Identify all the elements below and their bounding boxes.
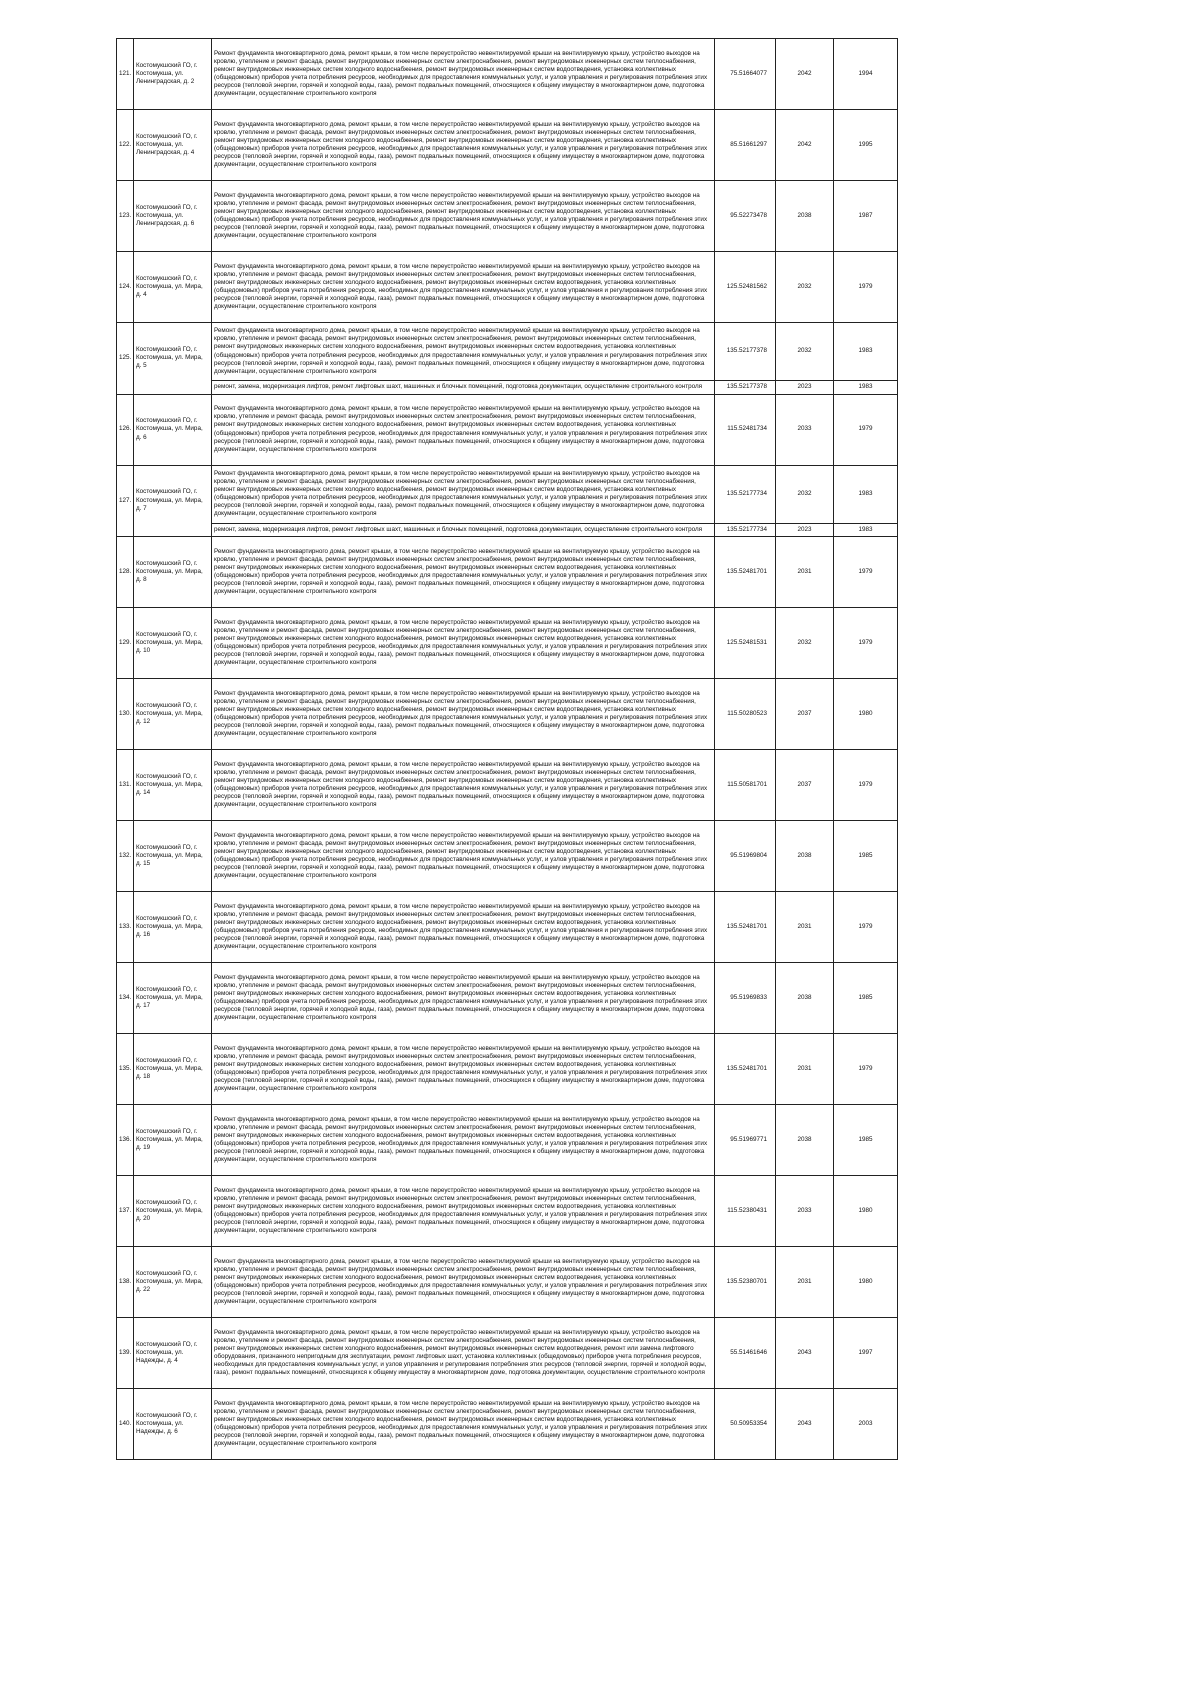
table-row <box>117 181 898 252</box>
row-number: 122. <box>117 110 134 181</box>
built-year-cell: 1979 <box>834 252 898 323</box>
works-cell: Ремонт фундамента многоквартирного дома, ремонт крыши, в том числе переустройство невентилируемой крыши на вентилируемую крышу, устройство выходов на кровлю, утепление и ремонт фасада, ремонт внутридомовых инженерных систем электроснабжения, ремонт внутридомовых инженерных систем теплоснабжения, ремонт внутридомовых инженерных систем холодного водоснабжения, ремонт внутридомовых инженерных систем водоотведения, установка коллективных (общедомовых) приборов учета потребления ресурсов, необходимых для предоставления коммунальных услуг, и узлов управления и регулирования потребления этих ресурсов (тепловой энергии, горячей и холодной воды, газа), ремонт подвальных помещений, относящихся к общему имуществу в многоквартирном доме, подготовка документации, осуществление строительного контроля <box>212 39 715 110</box>
row-number: 138. <box>117 1247 134 1318</box>
cost-cell: 115.50280523 <box>715 679 776 750</box>
row-number: 134. <box>117 963 134 1034</box>
built-year-cell: 1985 <box>834 1105 898 1176</box>
works-cell: Ремонт фундамента многоквартирного дома, ремонт крыши, в том числе переустройство невентилируемой крыши на вентилируемую крышу, устройство выходов на кровлю, утепление и ремонт фасада, ремонт внутридомовых инженерных систем электроснабжения, ремонт внутридомовых инженерных систем теплоснабжения, ремонт внутридомовых инженерных систем холодного водоснабжения, ремонт внутридомовых инженерных систем водоотведения, ремонт или замена лифтового оборудования, признанного непригодным для эксплуатации, ремонт лифтовых шахт, установка коллективных (общедомовых) приборов учета потребления ресурсов, необходимых для предоставления коммунальных услуг, и узлов управления и регулирования потребления этих ресурсов (тепловой энергии, горячей и холодной воды, газа), ремонт подвальных помещений, относящихся к общему имуществу в многоквартирном доме, подготовка документации, осуществление строительного контроля <box>212 1318 715 1389</box>
built-year-cell: 1997 <box>834 1318 898 1389</box>
built-year-cell: 1983 <box>834 381 898 395</box>
year-cell: 2032 <box>776 465 834 523</box>
works-cell: Ремонт фундамента многоквартирного дома, ремонт крыши, в том числе переустройство невентилируемой крыши на вентилируемую крышу, устройство выходов на кровлю, утепление и ремонт фасада, ремонт внутридомовых инженерных систем электроснабжения, ремонт внутридомовых инженерных систем теплоснабжения, ремонт внутридомовых инженерных систем холодного водоснабжения, ремонт внутридомовых инженерных систем водоотведения, установка коллективных (общедомовых) приборов учета потребления ресурсов, необходимых для предоставления коммунальных услуг, и узлов управления и регулирования потребления этих ресурсов (тепловой энергии, горячей и холодной воды, газа), ремонт подвальных помещений, относящихся к общему имуществу в многоквартирном доме, подготовка документации, осуществление строительного контроля <box>212 394 715 465</box>
built-year-cell: 1987 <box>834 181 898 252</box>
table-row <box>117 1176 898 1247</box>
cost-cell: 115.50581701 <box>715 750 776 821</box>
address-cell: Костомукшский ГО, г. Костомукша, ул. Надежды, д. 6 <box>134 1389 212 1460</box>
year-cell: 2042 <box>776 39 834 110</box>
works-cell: Ремонт фундамента многоквартирного дома, ремонт крыши, в том числе переустройство невентилируемой крыши на вентилируемую крышу, устройство выходов на кровлю, утепление и ремонт фасада, ремонт внутридомовых инженерных систем электроснабжения, ремонт внутридомовых инженерных систем теплоснабжения, ремонт внутридомовых инженерных систем холодного водоснабжения, ремонт внутридомовых инженерных систем водоотведения, установка коллективных (общедомовых) приборов учета потребления ресурсов, необходимых для предоставления коммунальных услуг, и узлов управления и регулирования потребления этих ресурсов (тепловой энергии, горячей и холодной воды, газа), ремонт подвальных помещений, относящихся к общему имуществу в многоквартирном доме, подготовка документации, осуществление строительного контроля <box>212 181 715 252</box>
works-cell: ремонт, замена, модернизация лифтов, ремонт лифтовых шахт, машинных и блочных помещений, подготовка документации, осуществление строительного контроля <box>212 381 715 395</box>
address-cell: Костомукшский ГО, г. Костомукша, ул. Мира, д. 14 <box>134 750 212 821</box>
address-cell: Костомукшский ГО, г. Костомукша, ул. Мира, д. 17 <box>134 963 212 1034</box>
works-cell: Ремонт фундамента многоквартирного дома, ремонт крыши, в том числе переустройство невентилируемой крыши на вентилируемую крышу, устройство выходов на кровлю, утепление и ремонт фасада, ремонт внутридомовых инженерных систем электроснабжения, ремонт внутридомовых инженерных систем теплоснабжения, ремонт внутридомовых инженерных систем холодного водоснабжения, ремонт внутридомовых инженерных систем водоотведения, установка коллективных (общедомовых) приборов учета потребления ресурсов, необходимых для предоставления коммунальных услуг, и узлов управления и регулирования потребления этих ресурсов (тепловой энергии, горячей и холодной воды, газа), ремонт подвальных помещений, относящихся к общему имуществу в многоквартирном доме, подготовка документации, осуществление строительного контроля <box>212 323 715 381</box>
built-year-cell: 1979 <box>834 750 898 821</box>
works-cell: Ремонт фундамента многоквартирного дома, ремонт крыши, в том числе переустройство невентилируемой крыши на вентилируемую крышу, устройство выходов на кровлю, утепление и ремонт фасада, ремонт внутридомовых инженерных систем электроснабжения, ремонт внутридомовых инженерных систем теплоснабжения, ремонт внутридомовых инженерных систем холодного водоснабжения, ремонт внутридомовых инженерных систем водоотведения, установка коллективных (общедомовых) приборов учета потребления ресурсов, необходимых для предоставления коммунальных услуг, и узлов управления и регулирования потребления этих ресурсов (тепловой энергии, горячей и холодной воды, газа), ремонт подвальных помещений, относящихся к общему имуществу в многоквартирном доме, подготовка документации, осуществление строительного контроля <box>212 608 715 679</box>
cost-cell: 85.51661297 <box>715 110 776 181</box>
year-cell: 2042 <box>776 110 834 181</box>
works-cell: Ремонт фундамента многоквартирного дома, ремонт крыши, в том числе переустройство невентилируемой крыши на вентилируемую крышу, устройство выходов на кровлю, утепление и ремонт фасада, ремонт внутридомовых инженерных систем электроснабжения, ремонт внутридомовых инженерных систем теплоснабжения, ремонт внутридомовых инженерных систем холодного водоснабжения, ремонт внутридомовых инженерных систем водоотведения, установка коллективных (общедомовых) приборов учета потребления ресурсов, необходимых для предоставления коммунальных услуг, и узлов управления и регулирования потребления этих ресурсов (тепловой энергии, горячей и холодной воды, газа), ремонт подвальных помещений, относящихся к общему имуществу в многоквартирном доме, подготовка документации, осуществление строительного контроля <box>212 1176 715 1247</box>
built-year-cell: 1985 <box>834 821 898 892</box>
cost-cell: 75.51664077 <box>715 39 776 110</box>
row-number: 125. <box>117 323 134 395</box>
works-cell: Ремонт фундамента многоквартирного дома, ремонт крыши, в том числе переустройство невентилируемой крыши на вентилируемую крышу, устройство выходов на кровлю, утепление и ремонт фасада, ремонт внутридомовых инженерных систем электроснабжения, ремонт внутридомовых инженерных систем теплоснабжения, ремонт внутридомовых инженерных систем холодного водоснабжения, ремонт внутридомовых инженерных систем водоотведения, установка коллективных (общедомовых) приборов учета потребления ресурсов, необходимых для предоставления коммунальных услуг, и узлов управления и регулирования потребления этих ресурсов (тепловой энергии, горячей и холодной воды, газа), ремонт подвальных помещений, относящихся к общему имуществу в многоквартирном доме, подготовка документации, осуществление строительного контроля <box>212 465 715 523</box>
table-row <box>117 750 898 821</box>
address-cell: Костомукшский ГО, г. Костомукша, ул. Мира, д. 12 <box>134 679 212 750</box>
address-cell: Костомукшский ГО, г. Костомукша, ул. Надежды, д. 4 <box>134 1318 212 1389</box>
built-year-cell: 1979 <box>834 537 898 608</box>
built-year-cell: 1979 <box>834 608 898 679</box>
table-row <box>117 110 898 181</box>
year-cell: 2037 <box>776 679 834 750</box>
row-number: 135. <box>117 1034 134 1105</box>
year-cell: 2038 <box>776 821 834 892</box>
table-row <box>117 39 898 110</box>
row-number: 128. <box>117 537 134 608</box>
row-number: 124. <box>117 252 134 323</box>
cost-cell: 95.51969833 <box>715 963 776 1034</box>
year-cell: 2023 <box>776 523 834 537</box>
table-row <box>117 1389 898 1460</box>
row-number: 137. <box>117 1176 134 1247</box>
year-cell: 2023 <box>776 381 834 395</box>
year-cell: 2031 <box>776 1034 834 1105</box>
row-number: 123. <box>117 181 134 252</box>
built-year-cell: 1994 <box>834 39 898 110</box>
table-row <box>117 608 898 679</box>
year-cell: 2038 <box>776 181 834 252</box>
table-row <box>117 821 898 892</box>
works-cell: Ремонт фундамента многоквартирного дома, ремонт крыши, в том числе переустройство невентилируемой крыши на вентилируемую крышу, устройство выходов на кровлю, утепление и ремонт фасада, ремонт внутридомовых инженерных систем электроснабжения, ремонт внутридомовых инженерных систем теплоснабжения, ремонт внутридомовых инженерных систем холодного водоснабжения, ремонт внутридомовых инженерных систем водоотведения, установка коллективных (общедомовых) приборов учета потребления ресурсов, необходимых для предоставления коммунальных услуг, и узлов управления и регулирования потребления этих ресурсов (тепловой энергии, горячей и холодной воды, газа), ремонт подвальных помещений, относящихся к общему имуществу в многоквартирном доме, подготовка документации, осуществление строительного контроля <box>212 892 715 963</box>
row-number: 127. <box>117 465 134 537</box>
year-cell: 2031 <box>776 892 834 963</box>
works-cell: ремонт, замена, модернизация лифтов, ремонт лифтовых шахт, машинных и блочных помещений, подготовка документации, осуществление строительного контроля <box>212 523 715 537</box>
year-cell: 2037 <box>776 750 834 821</box>
address-cell: Костомукшский ГО, г. Костомукша, ул. Мира, д. 4 <box>134 252 212 323</box>
works-cell: Ремонт фундамента многоквартирного дома, ремонт крыши, в том числе переустройство невентилируемой крыши на вентилируемую крышу, устройство выходов на кровлю, утепление и ремонт фасада, ремонт внутридомовых инженерных систем электроснабжения, ремонт внутридомовых инженерных систем теплоснабжения, ремонт внутридомовых инженерных систем холодного водоснабжения, ремонт внутридомовых инженерных систем водоотведения, установка коллективных (общедомовых) приборов учета потребления ресурсов, необходимых для предоставления коммунальных услуг, и узлов управления и регулирования потребления этих ресурсов (тепловой энергии, горячей и холодной воды, газа), ремонт подвальных помещений, относящихся к общему имуществу в многоквартирном доме, подготовка документации, осуществление строительного контроля <box>212 537 715 608</box>
cost-cell: 135.52177378 <box>715 381 776 395</box>
table-row <box>117 394 898 465</box>
built-year-cell: 1995 <box>834 110 898 181</box>
row-number: 136. <box>117 1105 134 1176</box>
table-row <box>117 963 898 1034</box>
year-cell: 2043 <box>776 1389 834 1460</box>
capital-repair-table <box>116 38 898 1460</box>
year-cell: 2031 <box>776 537 834 608</box>
address-cell: Костомукшский ГО, г. Костомукша, ул. Мира, д. 16 <box>134 892 212 963</box>
cost-cell: 125.52481562 <box>715 252 776 323</box>
address-cell: Костомукшский ГО, г. Костомукша, ул. Мира, д. 10 <box>134 608 212 679</box>
address-cell: Костомукшский ГО, г. Костомукша, ул. Ленинградская, д. 6 <box>134 181 212 252</box>
table-subrow <box>117 381 898 395</box>
cost-cell: 135.52481701 <box>715 1034 776 1105</box>
year-cell: 2033 <box>776 394 834 465</box>
works-cell: Ремонт фундамента многоквартирного дома, ремонт крыши, в том числе переустройство невентилируемой крыши на вентилируемую крышу, устройство выходов на кровлю, утепление и ремонт фасада, ремонт внутридомовых инженерных систем электроснабжения, ремонт внутридомовых инженерных систем теплоснабжения, ремонт внутридомовых инженерных систем холодного водоснабжения, ремонт внутридомовых инженерных систем водоотведения, установка коллективных (общедомовых) приборов учета потребления ресурсов, необходимых для предоставления коммунальных услуг, и узлов управления и регулирования потребления этих ресурсов (тепловой энергии, горячей и холодной воды, газа), ремонт подвальных помещений, относящихся к общему имуществу в многоквартирном доме, подготовка документации, осуществление строительного контроля <box>212 679 715 750</box>
table-row <box>117 892 898 963</box>
built-year-cell: 1983 <box>834 323 898 381</box>
address-cell: Костомукшский ГО, г. Костомукша, ул. Мира, д. 19 <box>134 1105 212 1176</box>
cost-cell: 135.52481701 <box>715 537 776 608</box>
year-cell: 2032 <box>776 252 834 323</box>
cost-cell: 115.52380431 <box>715 1176 776 1247</box>
row-number: 126. <box>117 394 134 465</box>
built-year-cell: 2003 <box>834 1389 898 1460</box>
row-number: 140. <box>117 1389 134 1460</box>
row-number: 133. <box>117 892 134 963</box>
cost-cell: 95.51969804 <box>715 821 776 892</box>
works-cell: Ремонт фундамента многоквартирного дома, ремонт крыши, в том числе переустройство невентилируемой крыши на вентилируемую крышу, устройство выходов на кровлю, утепление и ремонт фасада, ремонт внутридомовых инженерных систем электроснабжения, ремонт внутридомовых инженерных систем теплоснабжения, ремонт внутридомовых инженерных систем холодного водоснабжения, ремонт внутридомовых инженерных систем водоотведения, установка коллективных (общедомовых) приборов учета потребления ресурсов, необходимых для предоставления коммунальных услуг, и узлов управления и регулирования потребления этих ресурсов (тепловой энергии, горячей и холодной воды, газа), ремонт подвальных помещений, относящихся к общему имуществу в многоквартирном доме, подготовка документации, осуществление строительного контроля <box>212 1034 715 1105</box>
row-number: 132. <box>117 821 134 892</box>
cost-cell: 135.52380701 <box>715 1247 776 1318</box>
table-subrow <box>117 523 898 537</box>
year-cell: 2032 <box>776 608 834 679</box>
built-year-cell: 1983 <box>834 465 898 523</box>
cost-cell: 95.52273478 <box>715 181 776 252</box>
cost-cell: 50.50953354 <box>715 1389 776 1460</box>
works-cell: Ремонт фундамента многоквартирного дома, ремонт крыши, в том числе переустройство невентилируемой крыши на вентилируемую крышу, устройство выходов на кровлю, утепление и ремонт фасада, ремонт внутридомовых инженерных систем электроснабжения, ремонт внутридомовых инженерных систем теплоснабжения, ремонт внутридомовых инженерных систем холодного водоснабжения, ремонт внутридомовых инженерных систем водоотведения, установка коллективных (общедомовых) приборов учета потребления ресурсов, необходимых для предоставления коммунальных услуг, и узлов управления и регулирования потребления этих ресурсов (тепловой энергии, горячей и холодной воды, газа), ремонт подвальных помещений, относящихся к общему имуществу в многоквартирном доме, подготовка документации, осуществление строительного контроля <box>212 1389 715 1460</box>
table-row <box>117 679 898 750</box>
address-cell: Костомукшский ГО, г. Костомукша, ул. Мира, д. 6 <box>134 394 212 465</box>
row-number: 131. <box>117 750 134 821</box>
works-cell: Ремонт фундамента многоквартирного дома, ремонт крыши, в том числе переустройство невентилируемой крыши на вентилируемую крышу, устройство выходов на кровлю, утепление и ремонт фасада, ремонт внутридомовых инженерных систем электроснабжения, ремонт внутридомовых инженерных систем теплоснабжения, ремонт внутридомовых инженерных систем холодного водоснабжения, ремонт внутридомовых инженерных систем водоотведения, установка коллективных (общедомовых) приборов учета потребления ресурсов, необходимых для предоставления коммунальных услуг, и узлов управления и регулирования потребления этих ресурсов (тепловой энергии, горячей и холодной воды, газа), ремонт подвальных помещений, относящихся к общему имуществу в многоквартирном доме, подготовка документации, осуществление строительного контроля <box>212 750 715 821</box>
row-number: 130. <box>117 679 134 750</box>
year-cell: 2033 <box>776 1176 834 1247</box>
cost-cell: 135.52177734 <box>715 523 776 537</box>
cost-cell: 135.52481701 <box>715 892 776 963</box>
year-cell: 2032 <box>776 323 834 381</box>
address-cell: Костомукшский ГО, г. Костомукша, ул. Ленинградская, д. 4 <box>134 110 212 181</box>
year-cell: 2043 <box>776 1318 834 1389</box>
table-row <box>117 1105 898 1176</box>
address-cell: Костомукшский ГО, г. Костомукша, ул. Мира, д. 8 <box>134 537 212 608</box>
built-year-cell: 1979 <box>834 1034 898 1105</box>
works-cell: Ремонт фундамента многоквартирного дома, ремонт крыши, в том числе переустройство невентилируемой крыши на вентилируемую крышу, устройство выходов на кровлю, утепление и ремонт фасада, ремонт внутридомовых инженерных систем электроснабжения, ремонт внутридомовых инженерных систем теплоснабжения, ремонт внутридомовых инженерных систем холодного водоснабжения, ремонт внутридомовых инженерных систем водоотведения, установка коллективных (общедомовых) приборов учета потребления ресурсов, необходимых для предоставления коммунальных услуг, и узлов управления и регулирования потребления этих ресурсов (тепловой энергии, горячей и холодной воды, газа), ремонт подвальных помещений, относящихся к общему имуществу в многоквартирном доме, подготовка документации, осуществление строительного контроля <box>212 252 715 323</box>
works-cell: Ремонт фундамента многоквартирного дома, ремонт крыши, в том числе переустройство невентилируемой крыши на вентилируемую крышу, устройство выходов на кровлю, утепление и ремонт фасада, ремонт внутридомовых инженерных систем электроснабжения, ремонт внутридомовых инженерных систем теплоснабжения, ремонт внутридомовых инженерных систем холодного водоснабжения, ремонт внутридомовых инженерных систем водоотведения, установка коллективных (общедомовых) приборов учета потребления ресурсов, необходимых для предоставления коммунальных услуг, и узлов управления и регулирования потребления этих ресурсов (тепловой энергии, горячей и холодной воды, газа), ремонт подвальных помещений, относящихся к общему имуществу в многоквартирном доме, подготовка документации, осуществление строительного контроля <box>212 1105 715 1176</box>
address-cell: Костомукшский ГО, г. Костомукша, ул. Мира, д. 15 <box>134 821 212 892</box>
built-year-cell: 1980 <box>834 679 898 750</box>
year-cell: 2038 <box>776 1105 834 1176</box>
built-year-cell: 1980 <box>834 1247 898 1318</box>
built-year-cell: 1985 <box>834 963 898 1034</box>
table-row <box>117 537 898 608</box>
table-row <box>117 1034 898 1105</box>
cost-cell: 115.52481734 <box>715 394 776 465</box>
row-number: 129. <box>117 608 134 679</box>
works-cell: Ремонт фундамента многоквартирного дома, ремонт крыши, в том числе переустройство невентилируемой крыши на вентилируемую крышу, устройство выходов на кровлю, утепление и ремонт фасада, ремонт внутридомовых инженерных систем электроснабжения, ремонт внутридомовых инженерных систем теплоснабжения, ремонт внутридомовых инженерных систем холодного водоснабжения, ремонт внутридомовых инженерных систем водоотведения, установка коллективных (общедомовых) приборов учета потребления ресурсов, необходимых для предоставления коммунальных услуг, и узлов управления и регулирования потребления этих ресурсов (тепловой энергии, горячей и холодной воды, газа), ремонт подвальных помещений, относящихся к общему имуществу в многоквартирном доме, подготовка документации, осуществление строительного контроля <box>212 821 715 892</box>
table-row <box>117 1318 898 1389</box>
cost-cell: 55.51461646 <box>715 1318 776 1389</box>
row-number: 121. <box>117 39 134 110</box>
table-body <box>117 39 898 1460</box>
address-cell: Костомукшский ГО, г. Костомукша, ул. Мира, д. 22 <box>134 1247 212 1318</box>
address-cell: Костомукшский ГО, г. Костомукша, ул. Мира, д. 7 <box>134 465 212 537</box>
cost-cell: 125.52481531 <box>715 608 776 679</box>
year-cell: 2038 <box>776 963 834 1034</box>
table-row <box>117 323 898 381</box>
cost-cell: 135.52177734 <box>715 465 776 523</box>
address-cell: Костомукшский ГО, г. Костомукша, ул. Мира, д. 5 <box>134 323 212 395</box>
built-year-cell: 1983 <box>834 523 898 537</box>
cost-cell: 95.51969771 <box>715 1105 776 1176</box>
built-year-cell: 1980 <box>834 1176 898 1247</box>
year-cell: 2031 <box>776 1247 834 1318</box>
table-row <box>117 1247 898 1318</box>
cost-cell: 135.52177378 <box>715 323 776 381</box>
built-year-cell: 1979 <box>834 892 898 963</box>
works-cell: Ремонт фундамента многоквартирного дома, ремонт крыши, в том числе переустройство невентилируемой крыши на вентилируемую крышу, устройство выходов на кровлю, утепление и ремонт фасада, ремонт внутридомовых инженерных систем электроснабжения, ремонт внутридомовых инженерных систем теплоснабжения, ремонт внутридомовых инженерных систем холодного водоснабжения, ремонт внутридомовых инженерных систем водоотведения, установка коллективных (общедомовых) приборов учета потребления ресурсов, необходимых для предоставления коммунальных услуг, и узлов управления и регулирования потребления этих ресурсов (тепловой энергии, горячей и холодной воды, газа), ремонт подвальных помещений, относящихся к общему имуществу в многоквартирном доме, подготовка документации, осуществление строительного контроля <box>212 963 715 1034</box>
table-row <box>117 252 898 323</box>
built-year-cell: 1979 <box>834 394 898 465</box>
works-cell: Ремонт фундамента многоквартирного дома, ремонт крыши, в том числе переустройство невентилируемой крыши на вентилируемую крышу, устройство выходов на кровлю, утепление и ремонт фасада, ремонт внутридомовых инженерных систем электроснабжения, ремонт внутридомовых инженерных систем теплоснабжения, ремонт внутридомовых инженерных систем холодного водоснабжения, ремонт внутридомовых инженерных систем водоотведения, установка коллективных (общедомовых) приборов учета потребления ресурсов, необходимых для предоставления коммунальных услуг, и узлов управления и регулирования потребления этих ресурсов (тепловой энергии, горячей и холодной воды, газа), ремонт подвальных помещений, относящихся к общему имуществу в многоквартирном доме, подготовка документации, осуществление строительного контроля <box>212 1247 715 1318</box>
row-number: 139. <box>117 1318 134 1389</box>
table-row <box>117 465 898 523</box>
address-cell: Костомукшский ГО, г. Костомукша, ул. Мира, д. 18 <box>134 1034 212 1105</box>
works-cell: Ремонт фундамента многоквартирного дома, ремонт крыши, в том числе переустройство невентилируемой крыши на вентилируемую крышу, устройство выходов на кровлю, утепление и ремонт фасада, ремонт внутридомовых инженерных систем электроснабжения, ремонт внутридомовых инженерных систем теплоснабжения, ремонт внутридомовых инженерных систем холодного водоснабжения, ремонт внутридомовых инженерных систем водоотведения, установка коллективных (общедомовых) приборов учета потребления ресурсов, необходимых для предоставления коммунальных услуг, и узлов управления и регулирования потребления этих ресурсов (тепловой энергии, горячей и холодной воды, газа), ремонт подвальных помещений, относящихся к общему имуществу в многоквартирном доме, подготовка документации, осуществление строительного контроля <box>212 110 715 181</box>
address-cell: Костомукшский ГО, г. Костомукша, ул. Ленинградская, д. 2 <box>134 39 212 110</box>
address-cell: Костомукшский ГО, г. Костомукша, ул. Мира, д. 20 <box>134 1176 212 1247</box>
